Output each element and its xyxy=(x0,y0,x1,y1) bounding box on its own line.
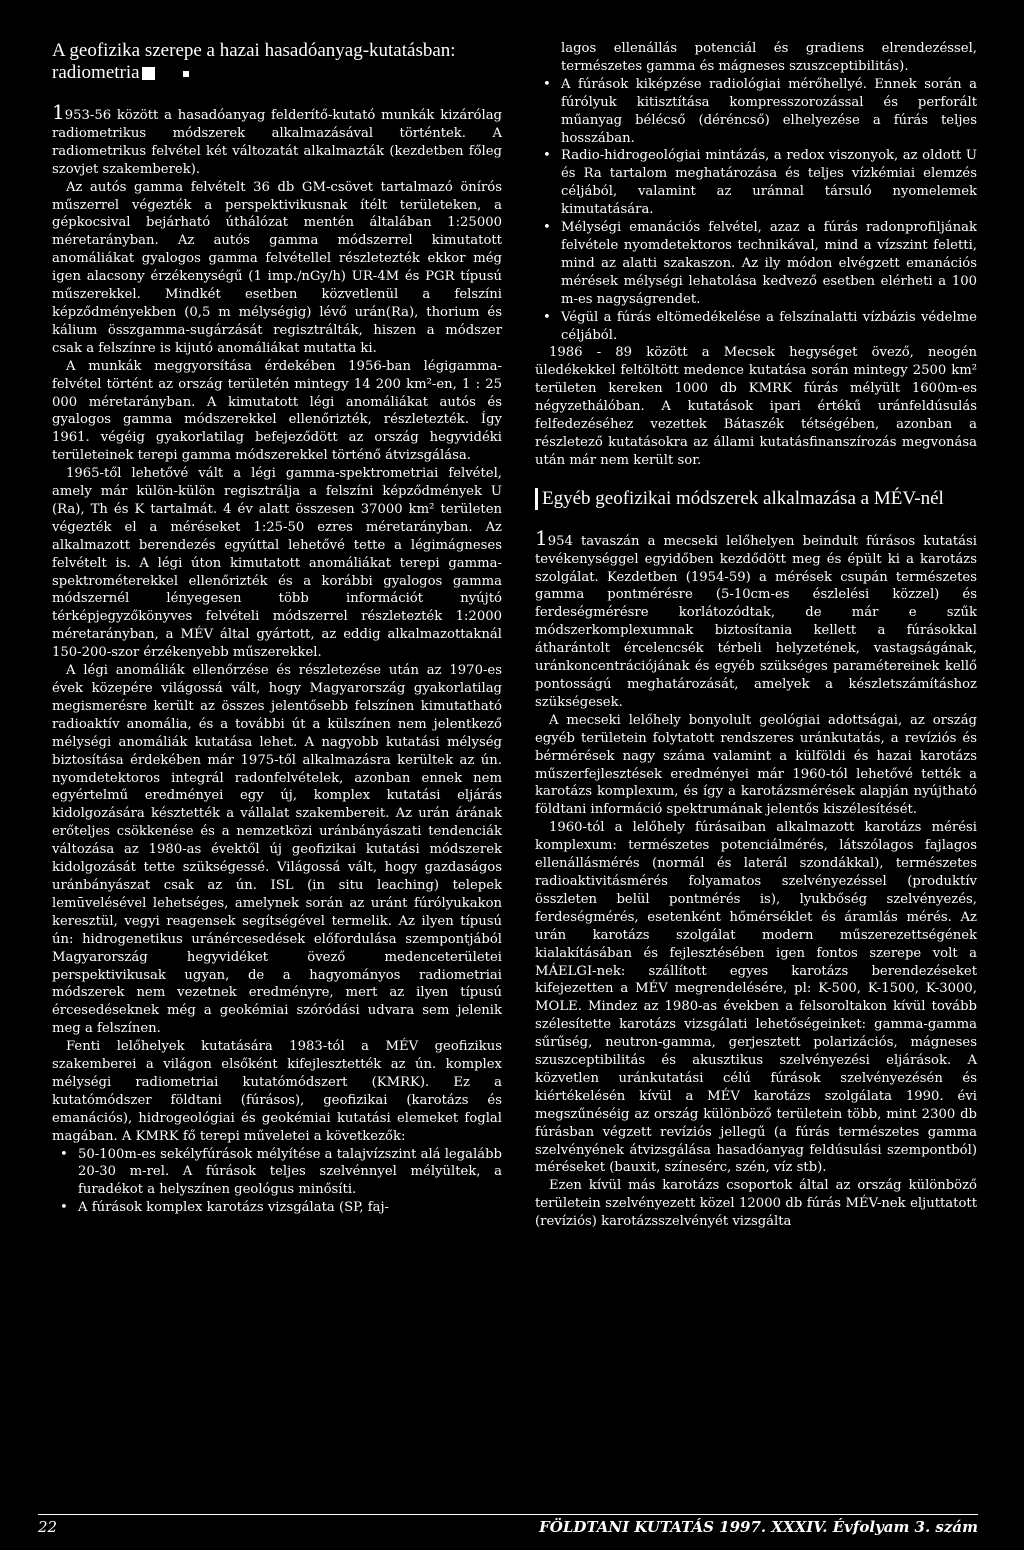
list-item: • A fúrások kiképzése radiológiai mérőhellyé. Ennek során a fúrólyuk kitisztítása kompresszorozással és perforált műanyag bélécső (déréncső) elhelyezése a fúrás teljes hosszában. xyxy=(561,76,977,148)
journal-title: FÖLDTANI KUTATÁS 1997. XXXIV. Évfolyam 3. szám xyxy=(539,1518,978,1536)
paragraph: A mecseki lelőhely bonyolult geológiai adottságai, az ország egyéb területein folytatott rendszeres uránkutatás, a revíziós és bérmérések nagy száma valamint a külföldi és hazai karotázs műszerfejlesztések eredményei már 1960-tól lehetővé tették a karotázs komplexum, és így a karotázsmérések alapján nyújtható földtani információ spektrumának jelentős kiszélesítését. xyxy=(535,712,977,818)
paragraph: 1960-tól a lelőhely fúrásaiban alkalmazott karotázs mérési komplexum: természetes potenciálmérés, látszólagos fajlagos ellenállásmérés (normál és laterál szondákkal), természetes radioaktivitásmérés folyamatos szelvényezéssel (produktív összleten belül pontmérés is), lyukbőség szelvényezés, ferdeségmérés, esetenként hőmérséklet és áramlás mérés. Az urán karotázs szolgálat modern műszerezettségének kialakításában és fejlesztésében igen fontos szerepe volt a MÁELGI-nek: szállított egyes karotázs berendezéseket kifejezetten a MÉV megrendelésére, pl: K-500, K-1500, K-3000, MOLE. Mindez az 1980-as években a felsoroltakon kívül tovább szélesítette karotázs vizsgálati lehetőségeinket: gamma-gamma sűrűség, neutron-gamma, gerjesztett polarizációs, mágneses szuszceptibilitás és akusztikus szelvényezési eljárások. A közvetlen uránkutatási célú fúrások szelvényezésén és kiértékelésén kívül a MÉV karotázs szolgálata 1990. évi megszűnéséig az ország különböző területein több, mint 2300 db fúrásban végzett revíziós jellegű (a fúrás természetes gamma szelvényének átvizsgálása hasadóanyag feldúsulási szempontból) méréseket (bauxit, színesérc, szén, víz stb). xyxy=(535,820,977,1176)
paragraph: Az autós gamma felvételt 36 db GM-csövet tartalmazó önírós műszerrel végezték a perspektivikusnak ítélt területeken, a gépkocsival bejárható úthálózat mentén általában 1:25000 méretarányban. Az autós gamma módszerrel kimutatott anomáliákat gyalogos gamma felvétellel részletezték ekkor még igen alacsony érzékenységű (1 imp./nGy/h) UR-4M és PGR típusú műszerekkel. Mindkét esetben közvetlenül a felszíni képződményekben (0,5 m mélységig) lévő urán(Ra), thorium és kálium összgamma-sugárzását regisztrálták, hiszen a módszer csak a felszínre is kijutó anomáliákat mutatta ki. xyxy=(52,179,502,356)
list-item: • Mélységi emanációs felvétel, azaz a fúrás radonprofiljának felvétele nyomdetektoros technikával, mind a vízszint feletti, mind az alatti szakaszon. Az ily módon elvégzett emanációs mérések mélységi lehatolása kedvező esetben elérheti a 100 m-es nagyságrendet. xyxy=(561,219,977,309)
list-item: • Radio-hidrogeológiai mintázás, a redox viszonyok, az oldott U és Ra tartalom meghatározása és teljes vízkémiai elemzés céljából, valamint az uránnal társuló nyomelemek kimutatására. xyxy=(561,147,977,219)
paragraph: Fenti lelőhelyek kutatására 1983-tól a MÉV geofizikus szakemberei a világon elsőként kifejlesztették az ún. komplex mélységi radiometriai kutatómódszert (KMRK). Ez a kutatómódszer földtani (fúrásos), geofizikai (karotázs és emanációs), hidrogeológiai és geokémiai kutatási elemeket foglal magában. A KMRK fő terepi műveletei a következők: xyxy=(52,1039,502,1144)
page-number: 22 xyxy=(38,1518,58,1536)
kmrk-operations-list-cont xyxy=(535,76,977,345)
right-column xyxy=(535,40,977,1231)
paragraph: 1954 tavaszán a mecseki lelőhelyen beindult fúrásos kutatási tevékenységgel egyidőben kezdődött meg és épült ki a karotázs szolgálat. Kezdetben (1954-59) a mérések csupán természetes gamma pontmérésre (5-10cm-es észlelési közzel) és ferdeségmérésre korlátozódtak, de már e szűk módszerkomplexumnak biztosítania kellett a fúrásokkal átharántolt ércelencsék térbeli helyzetének, vastagságának, uránkoncentrációjának és egyéb szükséges paramétereinek kellő pontosságú meghatározását, amelyek a készletszámításhoz szükségesek. xyxy=(535,525,977,710)
square-mark-icon xyxy=(142,67,155,80)
dot-mark-icon xyxy=(183,71,189,77)
left-column xyxy=(52,40,502,1217)
paragraph: Ezen kívül más karotázs csoportok által az ország különböző területein szelvényezett közel 12000 db fúrás MÉV-nek eljuttatott (revíziós) karotázsszelvényét vizsgálta xyxy=(535,1178,977,1230)
list-item: • Végül a fúrás eltömedékelése a felszínalatti vízbázis védelme céljából. xyxy=(561,309,977,345)
kmrk-operations-list xyxy=(52,1146,502,1218)
list-item: • A fúrások komplex karotázs vizsgálata (SP, faj- xyxy=(78,1199,502,1217)
paragraph: 1953-56 között a hasadóanyag felderítő-kutató munkák kizárólag radiometrikus módszerek alkalmazásával történtek. A radiometrikus felvétel két változatát alkalmazták (kezdetben főleg szovjet szakemberek). xyxy=(52,100,502,177)
paragraph: 1986 - 89 között a Mecsek hegységet övező, neogén üledékekkel feltöltött medence kutatása során mintegy 2500 km² területen kereken 1000 db KMRK fúrás mélyült 1600m-es négyzethálóban. A kutatások ipari értékű uránfeldúsulás felfedezéséhez vezettek Bátaszék tétségében, azonban a részletező kutatásokra az állami kutatásfinanszírozás megvonása után már nem került sor. xyxy=(535,345,977,468)
section-heading: A geofizika szerepe a hazai hasadóanyag-kutatásban: radiometria xyxy=(52,40,456,83)
section-heading: Egyéb geofizikai módszerek alkalmazása a MÉV-nél xyxy=(535,488,977,510)
footer-rule xyxy=(38,1514,978,1515)
list-item: • 50-100m-es sekélyfúrások mélyítése a talajvízszint alá legalább 20-30 m-rel. A fúrások teljes szelvénnyel mélyültek, a furadékot a helyszínen geológus minősíti. xyxy=(78,1146,502,1200)
paragraph: 1965-től lehetővé vált a légi gamma-spektrometriai felvétel, amely már külön-külön regisztrálja a felszíni képződmények U (Ra), Th és K tartalmát. 4 év alatt összesen 37000 km² területen végezték el a méréseket 1:25-50 ezres méretarányban. Az alkalmazott berendezés egyúttal lehetővé tette a légimágneses felvételt is. A légi úton kimutatott anomáliákat terepi gamma-spektrométerekkel ellenőrizték és a korábbi gyalogos gamma módszernél lényegesen több információt nyújtó térképjegyzőkönyves felvételi módszerrel részletezték 1:2000 méretarányban, a MÉV által gyártott, az eddig alkalmazottaknál 150-200-szor érzékenyebb műszerekkel. xyxy=(52,466,502,661)
paragraph: lagos ellenállás potenciál és gradiens elrendezéssel, természetes gamma és mágneses szuszceptibilitás). xyxy=(561,41,977,74)
paragraph: A munkák meggyorsítása érdekében 1956-ban légigamma-felvétel történt az ország területén mintegy 14 200 km²-en, 1 : 25 000 méretarányban. A kimutatott légi anomáliákat autós és gyalogos gamma módszerekkel ellenőrizték, részletezték. Így 1961. végéig gyakorlatilag befejeződött az ország hegyvidéki területeinek terepi gamma módszerekkel történő átvizsgálása. xyxy=(52,358,502,464)
paragraph: A légi anomáliák ellenőrzése és részletezése után az 1970-es évek közepére világossá vált, hogy Magyarország gyakorlatilag megismerésre került az összes jelentősebb felszínen kimutatható radioaktív anomália, és a további út a külszínen nem jelentkező mélységi anomáliák kutatása lehet. A nagyobb kutatási mélység biztosítása érdekében már 1975-től alkalmazásra kerültek az ún. nyomdetektoros integrál radonfelvételek, azonban ennek nem egyértelmű eredményei egy új, komplex kutatási eljárás kidolgozására késztették a vállalat szakembereit. Az urán árának erőteljes csökkenése és a nemzetközi uránbányászati tendenciák változása az 1980-as évektől új geofizikai kutatási módszerek kidolgozását tette szükségessé. Világossá vált, hogy gazdaságos uránbányászat csak az ún. ISL (in situ leaching) telepek lemūvelésével lehetséges, amelynek során az uránt fúrólyukakon keresztül, vegyi reagensek segítségével termelik. Az ilyen típusú ún: hidrogenetikus uránércesedések előfordulása szempontjából Magyarország hegyvidéket övező medenceterületei perspektivikusak ugyan, de a hagyományos radiometriai módszerek nem vezetnek eredményre, mert az ilyen típusú ércesedéseknek még a geokémiai szóródási udvara sem jelenik meg a felszínen. xyxy=(52,663,502,1037)
